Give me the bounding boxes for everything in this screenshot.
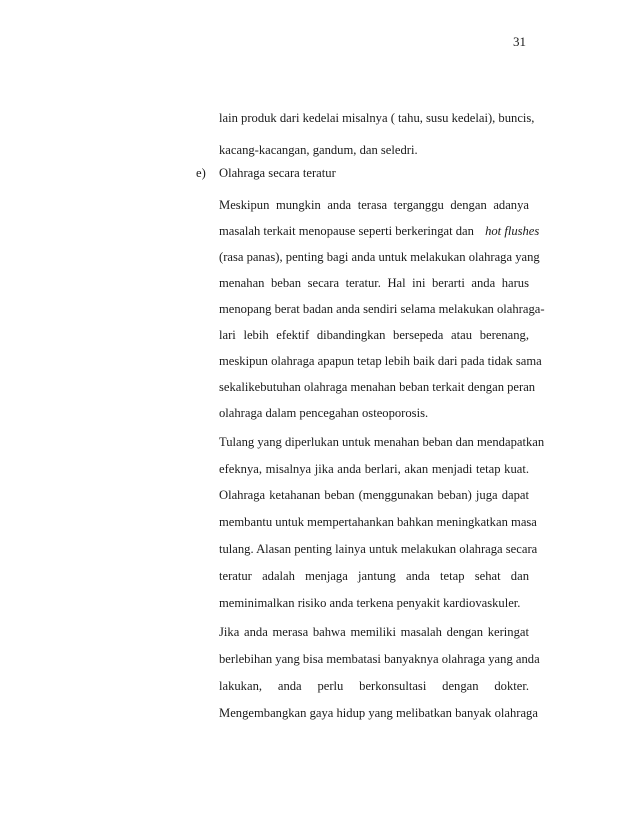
body-line-12: Tulang yang diperlukan untuk menahan beban dan mendapatkan <box>219 435 545 449</box>
body-line-5: (rasa panas), penting bagi anda untuk melakukan olahraga yang <box>219 250 540 264</box>
body-line-2: kacang-kacangan, gandum, dan seledri. <box>219 143 418 157</box>
page-number: 31 <box>513 34 526 49</box>
body-line-15: membantu untuk mempertahankan bahkan meningkatkan masa <box>219 515 537 529</box>
body-line-4-italic: hot flushes <box>485 224 540 238</box>
body-line-1: lain produk dari kedelai misalnya ( tahu, susu kedelai), buncis, <box>219 111 535 125</box>
body-line-7: menopang berat badan anda sendiri selama melakukan olahraga- <box>219 302 545 316</box>
body-line-19: Jika anda merasa bahwa memiliki masalah dengan keringat <box>219 625 529 639</box>
list-item-label: e) <box>196 166 206 180</box>
body-line-21: lakukan, anda perlu berkonsultasi dengan dokter. <box>219 679 529 693</box>
body-line-11: olahraga dalam pencegahan osteoporosis. <box>219 406 429 420</box>
body-line-6: menahan beban secara teratur. Hal ini berarti anda harus <box>219 276 529 290</box>
list-item-heading: Olahraga secara teratur <box>219 166 336 180</box>
body-line-18: meminimalkan risiko anda terkena penyakit kardiovaskuler. <box>219 596 521 610</box>
body-line-20: berlebihan yang bisa membatasi banyaknya olahraga yang anda <box>219 652 540 666</box>
body-line-4 <box>219 223 540 239</box>
body-line-4-text: masalah terkait menopause seperti berkeringat dan <box>219 224 474 238</box>
body-line-10: sekalikebutuhan olahraga menahan beban terkait dengan peran <box>219 380 536 394</box>
body-line-14: Olahraga ketahanan beban (menggunakan beban) juga dapat <box>219 488 529 502</box>
body-line-8: lari lebih efektif dibandingkan bersepeda atau berenang, <box>219 328 529 342</box>
body-line-22: Mengembangkan gaya hidup yang melibatkan banyak olahraga <box>219 706 538 720</box>
body-line-9: meskipun olahraga apapun tetap lebih baik dari pada tidak sama <box>219 354 542 368</box>
body-line-13: efeknya, misalnya jika anda berlari, akan menjadi tetap kuat. <box>219 462 529 476</box>
body-line-3: Meskipun mungkin anda terasa terganggu dengan adanya <box>219 198 529 212</box>
body-line-17: teratur adalah menjaga jantung anda tetap sehat dan <box>219 569 529 583</box>
body-line-16: tulang. Alasan penting lainya untuk melakukan olahraga secara <box>219 542 538 556</box>
